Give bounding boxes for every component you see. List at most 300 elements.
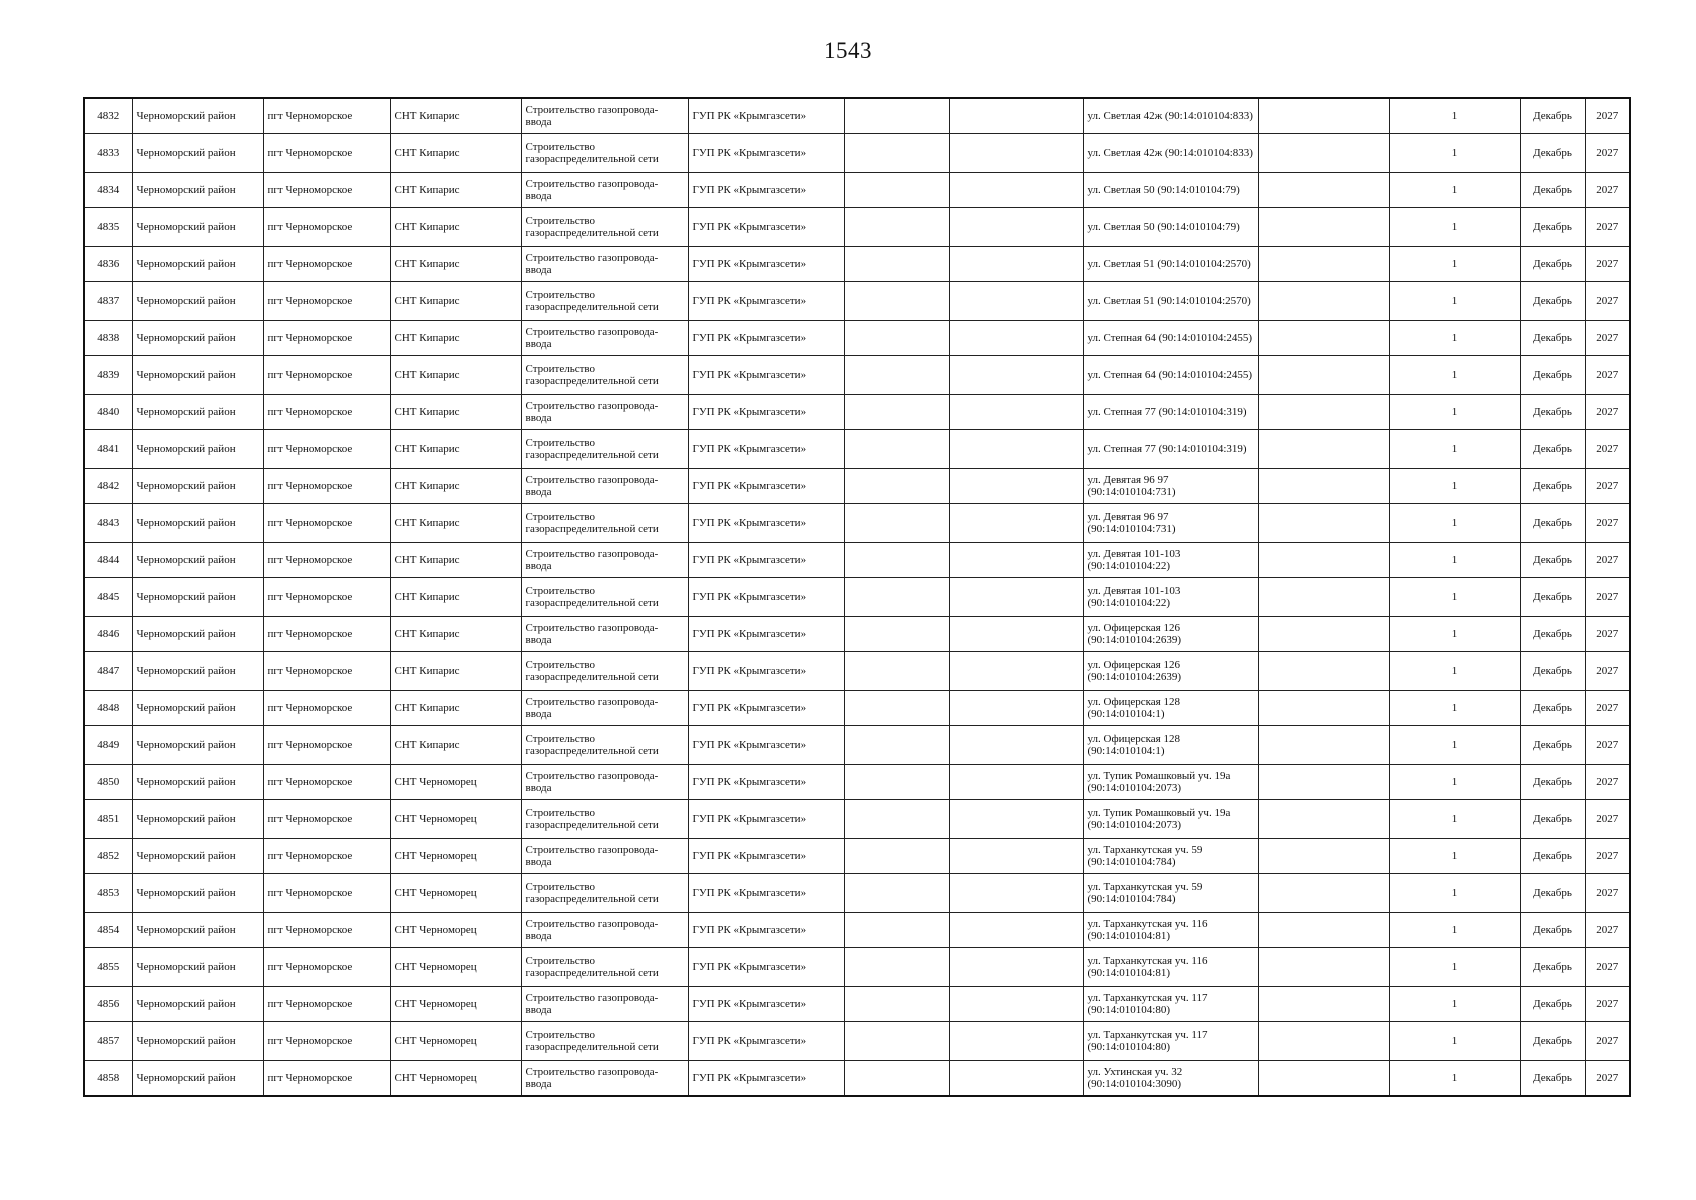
table-row <box>84 98 1630 134</box>
quantity-cell: 1 <box>1389 652 1520 691</box>
row-number: 4856 <box>84 987 132 1022</box>
settlement-cell: пгт Черноморское <box>263 321 390 356</box>
district-cell: Черноморский район <box>132 987 263 1022</box>
table-row <box>84 208 1630 247</box>
empty-cell <box>1258 800 1389 839</box>
district-cell: Черноморский район <box>132 913 263 948</box>
empty-cell <box>844 1061 949 1097</box>
month-cell: Декабрь <box>1520 913 1585 948</box>
empty-cell <box>949 395 1083 430</box>
snt-cell: СНТ Кипарис <box>390 430 521 469</box>
table-row <box>84 948 1630 987</box>
snt-cell: СНТ Кипарис <box>390 691 521 726</box>
empty-cell <box>949 356 1083 395</box>
empty-cell <box>844 726 949 765</box>
work-type-cell: Строительство газораспределительной сети <box>521 726 688 765</box>
snt-cell: СНТ Кипарис <box>390 504 521 543</box>
address-cell: ул. Девятая 101-103 (90:14:010104:22) <box>1083 543 1258 578</box>
settlement-cell: пгт Черноморское <box>263 543 390 578</box>
quantity-cell: 1 <box>1389 691 1520 726</box>
year-cell: 2027 <box>1585 134 1630 173</box>
empty-cell <box>949 652 1083 691</box>
snt-cell: СНТ Кипарис <box>390 617 521 652</box>
empty-cell <box>844 765 949 800</box>
month-cell: Декабрь <box>1520 1061 1585 1097</box>
settlement-cell: пгт Черноморское <box>263 469 390 504</box>
district-cell: Черноморский район <box>132 247 263 282</box>
empty-cell <box>844 173 949 208</box>
district-cell: Черноморский район <box>132 543 263 578</box>
address-cell: ул. Светлая 50 (90:14:010104:79) <box>1083 208 1258 247</box>
table-row <box>84 578 1630 617</box>
district-cell: Черноморский район <box>132 282 263 321</box>
quantity-cell: 1 <box>1389 356 1520 395</box>
address-cell: ул. Девятая 96 97 (90:14:010104:731) <box>1083 469 1258 504</box>
address-cell: ул. Тарханкутская уч. 117 (90:14:010104:80) <box>1083 987 1258 1022</box>
work-type-cell: Строительство газопровода-ввода <box>521 765 688 800</box>
empty-cell <box>1258 691 1389 726</box>
empty-cell <box>949 282 1083 321</box>
empty-cell <box>844 839 949 874</box>
empty-cell <box>949 578 1083 617</box>
empty-cell <box>1258 395 1389 430</box>
row-number: 4837 <box>84 282 132 321</box>
work-type-cell: Строительство газораспределительной сети <box>521 134 688 173</box>
settlement-cell: пгт Черноморское <box>263 98 390 134</box>
month-cell: Декабрь <box>1520 1022 1585 1061</box>
work-type-cell: Строительство газопровода-ввода <box>521 1061 688 1097</box>
address-cell: ул. Тарханкутская уч. 116 (90:14:010104:81) <box>1083 913 1258 948</box>
empty-cell <box>949 839 1083 874</box>
empty-cell <box>949 469 1083 504</box>
snt-cell: СНТ Кипарис <box>390 726 521 765</box>
address-cell: ул. Светлая 50 (90:14:010104:79) <box>1083 173 1258 208</box>
year-cell: 2027 <box>1585 208 1630 247</box>
address-cell: ул. Степная 77 (90:14:010104:319) <box>1083 395 1258 430</box>
row-number: 4840 <box>84 395 132 430</box>
empty-cell <box>844 504 949 543</box>
year-cell: 2027 <box>1585 469 1630 504</box>
empty-cell <box>949 173 1083 208</box>
quantity-cell: 1 <box>1389 469 1520 504</box>
snt-cell: СНТ Черноморец <box>390 1061 521 1097</box>
snt-cell: СНТ Кипарис <box>390 543 521 578</box>
row-number: 4839 <box>84 356 132 395</box>
table-row <box>84 504 1630 543</box>
district-cell: Черноморский район <box>132 98 263 134</box>
district-cell: Черноморский район <box>132 874 263 913</box>
snt-cell: СНТ Черноморец <box>390 987 521 1022</box>
row-number: 4838 <box>84 321 132 356</box>
settlement-cell: пгт Черноморское <box>263 578 390 617</box>
work-type-cell: Строительство газопровода-ввода <box>521 913 688 948</box>
year-cell: 2027 <box>1585 173 1630 208</box>
address-cell: ул. Степная 64 (90:14:010104:2455) <box>1083 321 1258 356</box>
empty-cell <box>949 1022 1083 1061</box>
district-cell: Черноморский район <box>132 617 263 652</box>
year-cell: 2027 <box>1585 543 1630 578</box>
table-row <box>84 282 1630 321</box>
empty-cell <box>949 247 1083 282</box>
row-number: 4848 <box>84 691 132 726</box>
month-cell: Декабрь <box>1520 356 1585 395</box>
work-type-cell: Строительство газопровода-ввода <box>521 173 688 208</box>
district-cell: Черноморский район <box>132 504 263 543</box>
organization-cell: ГУП РК «Крымгазсети» <box>688 1061 844 1097</box>
district-cell: Черноморский район <box>132 469 263 504</box>
empty-cell <box>844 913 949 948</box>
settlement-cell: пгт Черноморское <box>263 1061 390 1097</box>
quantity-cell: 1 <box>1389 617 1520 652</box>
year-cell: 2027 <box>1585 691 1630 726</box>
month-cell: Декабрь <box>1520 469 1585 504</box>
table-row <box>84 321 1630 356</box>
snt-cell: СНТ Кипарис <box>390 282 521 321</box>
year-cell: 2027 <box>1585 578 1630 617</box>
settlement-cell: пгт Черноморское <box>263 356 390 395</box>
district-cell: Черноморский район <box>132 1061 263 1097</box>
year-cell: 2027 <box>1585 247 1630 282</box>
address-cell: ул. Тупик Ромашковый уч. 19а (90:14:010104:2073) <box>1083 765 1258 800</box>
empty-cell <box>844 356 949 395</box>
address-cell: ул. Девятая 96 97 (90:14:010104:731) <box>1083 504 1258 543</box>
organization-cell: ГУП РК «Крымгазсети» <box>688 247 844 282</box>
work-type-cell: Строительство газопровода-ввода <box>521 395 688 430</box>
empty-cell <box>1258 173 1389 208</box>
organization-cell: ГУП РК «Крымгазсети» <box>688 1022 844 1061</box>
month-cell: Декабрь <box>1520 173 1585 208</box>
settlement-cell: пгт Черноморское <box>263 173 390 208</box>
address-cell: ул. Светлая 51 (90:14:010104:2570) <box>1083 247 1258 282</box>
settlement-cell: пгт Черноморское <box>263 1022 390 1061</box>
page-number: 1543 <box>824 38 872 63</box>
empty-cell <box>1258 208 1389 247</box>
snt-cell: СНТ Кипарис <box>390 652 521 691</box>
quantity-cell: 1 <box>1389 1061 1520 1097</box>
organization-cell: ГУП РК «Крымгазсети» <box>688 874 844 913</box>
year-cell: 2027 <box>1585 98 1630 134</box>
table-row <box>84 543 1630 578</box>
year-cell: 2027 <box>1585 874 1630 913</box>
work-type-cell: Строительство газораспределительной сети <box>521 430 688 469</box>
organization-cell: ГУП РК «Крымгазсети» <box>688 469 844 504</box>
snt-cell: СНТ Черноморец <box>390 1022 521 1061</box>
organization-cell: ГУП РК «Крымгазсети» <box>688 913 844 948</box>
empty-cell <box>844 395 949 430</box>
snt-cell: СНТ Кипарис <box>390 356 521 395</box>
empty-cell <box>1258 1061 1389 1097</box>
organization-cell: ГУП РК «Крымгазсети» <box>688 948 844 987</box>
district-cell: Черноморский район <box>132 134 263 173</box>
work-type-cell: Строительство газопровода-ввода <box>521 617 688 652</box>
snt-cell: СНТ Кипарис <box>390 208 521 247</box>
empty-cell <box>844 98 949 134</box>
quantity-cell: 1 <box>1389 726 1520 765</box>
month-cell: Декабрь <box>1520 247 1585 282</box>
row-number: 4851 <box>84 800 132 839</box>
registry-table <box>83 97 1631 1097</box>
settlement-cell: пгт Черноморское <box>263 430 390 469</box>
district-cell: Черноморский район <box>132 765 263 800</box>
empty-cell <box>949 321 1083 356</box>
empty-cell <box>1258 1022 1389 1061</box>
quantity-cell: 1 <box>1389 98 1520 134</box>
year-cell: 2027 <box>1585 617 1630 652</box>
row-number: 4832 <box>84 98 132 134</box>
settlement-cell: пгт Черноморское <box>263 874 390 913</box>
empty-cell <box>1258 726 1389 765</box>
row-number: 4845 <box>84 578 132 617</box>
district-cell: Черноморский район <box>132 652 263 691</box>
district-cell: Черноморский район <box>132 800 263 839</box>
row-number: 4835 <box>84 208 132 247</box>
month-cell: Декабрь <box>1520 691 1585 726</box>
empty-cell <box>1258 839 1389 874</box>
empty-cell <box>844 874 949 913</box>
settlement-cell: пгт Черноморское <box>263 617 390 652</box>
empty-cell <box>1258 247 1389 282</box>
empty-cell <box>844 134 949 173</box>
snt-cell: СНТ Черноморец <box>390 913 521 948</box>
organization-cell: ГУП РК «Крымгазсети» <box>688 578 844 617</box>
year-cell: 2027 <box>1585 839 1630 874</box>
table-row <box>84 1061 1630 1097</box>
table-row <box>84 395 1630 430</box>
settlement-cell: пгт Черноморское <box>263 134 390 173</box>
empty-cell <box>949 1061 1083 1097</box>
year-cell: 2027 <box>1585 1061 1630 1097</box>
month-cell: Декабрь <box>1520 617 1585 652</box>
table-row <box>84 247 1630 282</box>
month-cell: Декабрь <box>1520 430 1585 469</box>
month-cell: Декабрь <box>1520 543 1585 578</box>
organization-cell: ГУП РК «Крымгазсети» <box>688 98 844 134</box>
empty-cell <box>949 874 1083 913</box>
address-cell: ул. Тарханкутская уч. 59 (90:14:010104:784) <box>1083 874 1258 913</box>
empty-cell <box>844 1022 949 1061</box>
empty-cell <box>1258 134 1389 173</box>
work-type-cell: Строительство газопровода-ввода <box>521 839 688 874</box>
empty-cell <box>949 913 1083 948</box>
quantity-cell: 1 <box>1389 208 1520 247</box>
empty-cell <box>1258 98 1389 134</box>
snt-cell: СНТ Кипарис <box>390 173 521 208</box>
snt-cell: СНТ Черноморец <box>390 874 521 913</box>
empty-cell <box>1258 578 1389 617</box>
year-cell: 2027 <box>1585 800 1630 839</box>
snt-cell: СНТ Кипарис <box>390 134 521 173</box>
table-row <box>84 617 1630 652</box>
snt-cell: СНТ Черноморец <box>390 800 521 839</box>
empty-cell <box>949 617 1083 652</box>
row-number: 4850 <box>84 765 132 800</box>
work-type-cell: Строительство газопровода-ввода <box>521 469 688 504</box>
district-cell: Черноморский район <box>132 321 263 356</box>
snt-cell: СНТ Кипарис <box>390 247 521 282</box>
quantity-cell: 1 <box>1389 987 1520 1022</box>
month-cell: Декабрь <box>1520 395 1585 430</box>
empty-cell <box>844 247 949 282</box>
empty-cell <box>844 282 949 321</box>
row-number: 4846 <box>84 617 132 652</box>
organization-cell: ГУП РК «Крымгазсети» <box>688 800 844 839</box>
empty-cell <box>949 134 1083 173</box>
year-cell: 2027 <box>1585 356 1630 395</box>
empty-cell <box>1258 987 1389 1022</box>
organization-cell: ГУП РК «Крымгазсети» <box>688 321 844 356</box>
address-cell: ул. Тарханкутская уч. 59 (90:14:010104:784) <box>1083 839 1258 874</box>
empty-cell <box>949 98 1083 134</box>
month-cell: Декабрь <box>1520 839 1585 874</box>
empty-cell <box>844 578 949 617</box>
organization-cell: ГУП РК «Крымгазсети» <box>688 691 844 726</box>
work-type-cell: Строительство газопровода-ввода <box>521 321 688 356</box>
month-cell: Декабрь <box>1520 987 1585 1022</box>
year-cell: 2027 <box>1585 321 1630 356</box>
year-cell: 2027 <box>1585 765 1630 800</box>
work-type-cell: Строительство газопровода-ввода <box>521 987 688 1022</box>
row-number: 4843 <box>84 504 132 543</box>
empty-cell <box>949 543 1083 578</box>
empty-cell <box>1258 282 1389 321</box>
work-type-cell: Строительство газораспределительной сети <box>521 208 688 247</box>
empty-cell <box>844 691 949 726</box>
row-number: 4841 <box>84 430 132 469</box>
empty-cell <box>844 617 949 652</box>
work-type-cell: Строительство газораспределительной сети <box>521 578 688 617</box>
settlement-cell: пгт Черноморское <box>263 208 390 247</box>
quantity-cell: 1 <box>1389 430 1520 469</box>
empty-cell <box>1258 469 1389 504</box>
year-cell: 2027 <box>1585 913 1630 948</box>
work-type-cell: Строительство газораспределительной сети <box>521 800 688 839</box>
settlement-cell: пгт Черноморское <box>263 282 390 321</box>
month-cell: Декабрь <box>1520 98 1585 134</box>
empty-cell <box>844 543 949 578</box>
organization-cell: ГУП РК «Крымгазсети» <box>688 839 844 874</box>
row-number: 4855 <box>84 948 132 987</box>
snt-cell: СНТ Черноморец <box>390 948 521 987</box>
work-type-cell: Строительство газораспределительной сети <box>521 948 688 987</box>
quantity-cell: 1 <box>1389 173 1520 208</box>
address-cell: ул. Светлая 42ж (90:14:010104:833) <box>1083 134 1258 173</box>
table-row <box>84 134 1630 173</box>
quantity-cell: 1 <box>1389 504 1520 543</box>
work-type-cell: Строительство газораспределительной сети <box>521 504 688 543</box>
address-cell: ул. Офицерская 126 (90:14:010104:2639) <box>1083 652 1258 691</box>
settlement-cell: пгт Черноморское <box>263 691 390 726</box>
empty-cell <box>1258 874 1389 913</box>
year-cell: 2027 <box>1585 504 1630 543</box>
month-cell: Декабрь <box>1520 504 1585 543</box>
work-type-cell: Строительство газораспределительной сети <box>521 1022 688 1061</box>
empty-cell <box>949 800 1083 839</box>
organization-cell: ГУП РК «Крымгазсети» <box>688 726 844 765</box>
snt-cell: СНТ Кипарис <box>390 321 521 356</box>
work-type-cell: Строительство газораспределительной сети <box>521 356 688 395</box>
row-number: 4858 <box>84 1061 132 1097</box>
address-cell: ул. Офицерская 128 (90:14:010104:1) <box>1083 726 1258 765</box>
quantity-cell: 1 <box>1389 765 1520 800</box>
settlement-cell: пгт Черноморское <box>263 504 390 543</box>
row-number: 4833 <box>84 134 132 173</box>
row-number: 4853 <box>84 874 132 913</box>
organization-cell: ГУП РК «Крымгазсети» <box>688 765 844 800</box>
address-cell: ул. Офицерская 126 (90:14:010104:2639) <box>1083 617 1258 652</box>
table-row <box>84 913 1630 948</box>
row-number: 4852 <box>84 839 132 874</box>
empty-cell <box>949 987 1083 1022</box>
address-cell: ул. Светлая 51 (90:14:010104:2570) <box>1083 282 1258 321</box>
table-row <box>84 800 1630 839</box>
work-type-cell: Строительство газораспределительной сети <box>521 282 688 321</box>
settlement-cell: пгт Черноморское <box>263 652 390 691</box>
district-cell: Черноморский район <box>132 578 263 617</box>
work-type-cell: Строительство газораспределительной сети <box>521 874 688 913</box>
row-number: 4847 <box>84 652 132 691</box>
address-cell: ул. Тарханкутская уч. 116 (90:14:010104:81) <box>1083 948 1258 987</box>
district-cell: Черноморский район <box>132 173 263 208</box>
empty-cell <box>1258 356 1389 395</box>
empty-cell <box>844 321 949 356</box>
quantity-cell: 1 <box>1389 543 1520 578</box>
empty-cell <box>844 948 949 987</box>
work-type-cell: Строительство газопровода-ввода <box>521 98 688 134</box>
empty-cell <box>1258 543 1389 578</box>
month-cell: Декабрь <box>1520 765 1585 800</box>
settlement-cell: пгт Черноморское <box>263 913 390 948</box>
address-cell: ул. Светлая 42ж (90:14:010104:833) <box>1083 98 1258 134</box>
year-cell: 2027 <box>1585 430 1630 469</box>
address-cell: ул. Степная 77 (90:14:010104:319) <box>1083 430 1258 469</box>
quantity-cell: 1 <box>1389 134 1520 173</box>
district-cell: Черноморский район <box>132 839 263 874</box>
table-row <box>84 1022 1630 1061</box>
month-cell: Декабрь <box>1520 208 1585 247</box>
organization-cell: ГУП РК «Крымгазсети» <box>688 987 844 1022</box>
district-cell: Черноморский район <box>132 691 263 726</box>
empty-cell <box>1258 913 1389 948</box>
empty-cell <box>949 726 1083 765</box>
quantity-cell: 1 <box>1389 800 1520 839</box>
organization-cell: ГУП РК «Крымгазсети» <box>688 504 844 543</box>
quantity-cell: 1 <box>1389 321 1520 356</box>
snt-cell: СНТ Черноморец <box>390 765 521 800</box>
address-cell: ул. Тарханкутская уч. 117 (90:14:010104:80) <box>1083 1022 1258 1061</box>
month-cell: Декабрь <box>1520 578 1585 617</box>
table-row <box>84 987 1630 1022</box>
row-number: 4854 <box>84 913 132 948</box>
organization-cell: ГУП РК «Крымгазсети» <box>688 543 844 578</box>
district-cell: Черноморский район <box>132 726 263 765</box>
year-cell: 2027 <box>1585 948 1630 987</box>
month-cell: Декабрь <box>1520 652 1585 691</box>
empty-cell <box>949 691 1083 726</box>
row-number: 4834 <box>84 173 132 208</box>
snt-cell: СНТ Черноморец <box>390 839 521 874</box>
organization-cell: ГУП РК «Крымгазсети» <box>688 617 844 652</box>
month-cell: Декабрь <box>1520 874 1585 913</box>
district-cell: Черноморский район <box>132 430 263 469</box>
snt-cell: СНТ Кипарис <box>390 469 521 504</box>
quantity-cell: 1 <box>1389 247 1520 282</box>
address-cell: ул. Девятая 101-103 (90:14:010104:22) <box>1083 578 1258 617</box>
table-row <box>84 874 1630 913</box>
table-row <box>84 726 1630 765</box>
organization-cell: ГУП РК «Крымгазсети» <box>688 356 844 395</box>
empty-cell <box>1258 430 1389 469</box>
settlement-cell: пгт Черноморское <box>263 247 390 282</box>
